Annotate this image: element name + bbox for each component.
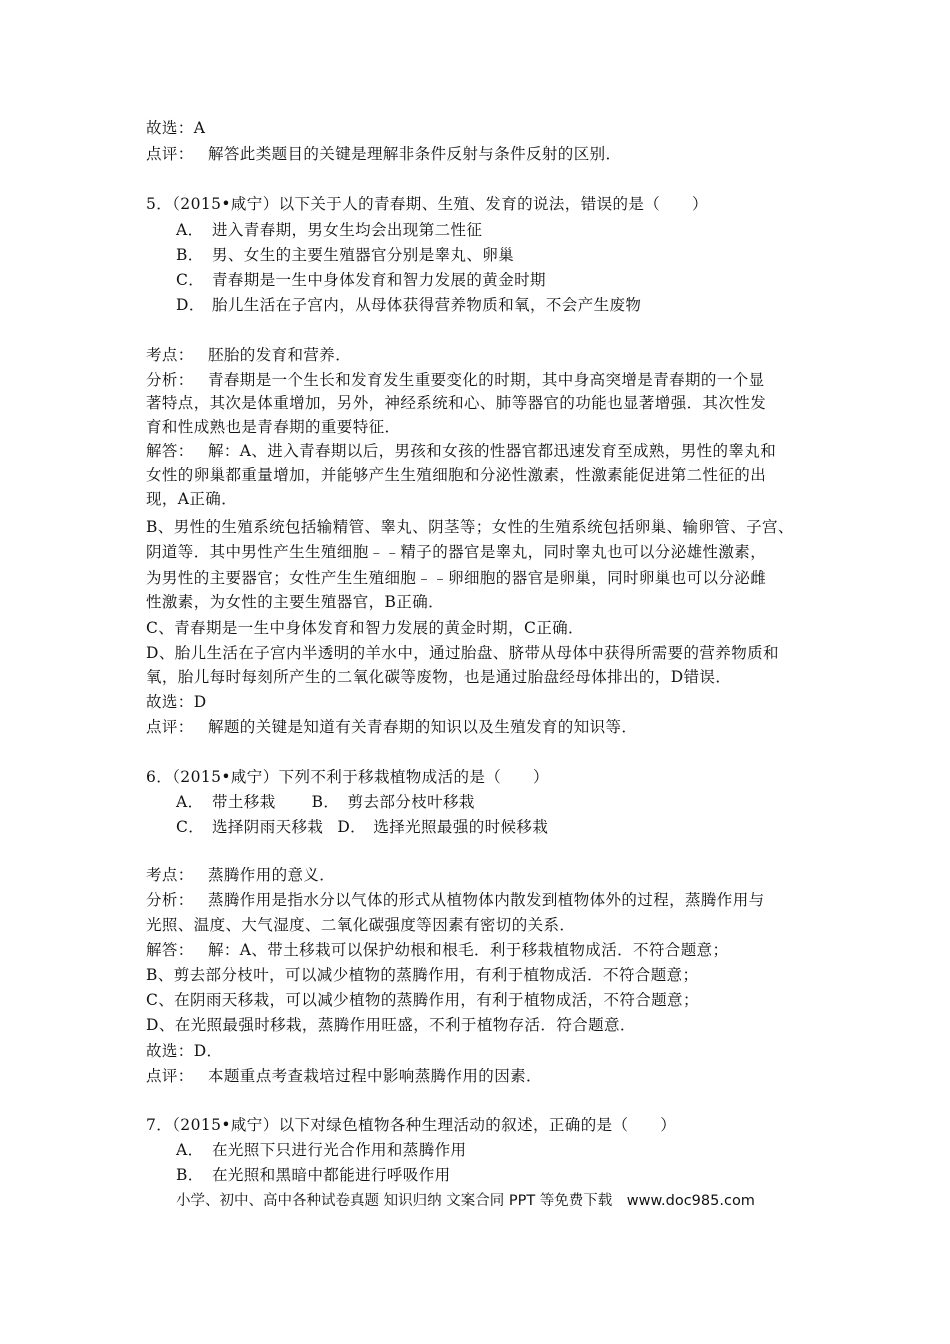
q5-option-d-key: D． (176, 296, 205, 314)
q5-kaodian-text: 胚胎的发育和营养． (208, 346, 352, 364)
q6-fenxi-label: 分析： (146, 891, 194, 909)
q5-comment (146, 716, 637, 738)
q5-jieda-text-1: 解：A、进入青春期以后，男孩和女孩的性器官都迅速发育至成熟，男性的睾丸和 (208, 442, 777, 460)
q4-comment-label: 点评： (146, 145, 194, 163)
q6-options-row-2 (176, 816, 548, 838)
q5-fenxi-line-3: 育和性成熟也是青春期的重要特征． (146, 418, 401, 436)
q6-jieda-line-2: B、剪去部分枝叶，可以减少植物的蒸腾作用，有利于植物成活．不符合题意； (146, 966, 699, 984)
q5-kaodian-label: 考点： (146, 346, 194, 364)
q4-comment-text: 解答此类题目的关键是理解非条件反射与条件反射的区别． (208, 145, 622, 163)
q7-option-a-text: 在光照下只进行光合作用和蒸腾作用 (212, 1141, 467, 1159)
q5-comment-label: 点评： (146, 718, 194, 736)
q6-jieda-line-4: D、在光照最强时移栽，蒸腾作用旺盛，不利于植物存活．符合题意． (146, 1016, 636, 1034)
q5-jieda-line-3: 现，A正确． (146, 490, 238, 508)
q6-kaodian-label: 考点： (146, 866, 194, 884)
q5-option-a-text: 进入青春期，男女生均会出现第二性征 (212, 221, 483, 239)
q4-comment (146, 143, 621, 165)
q6-option-a-text: 带土移栽 (212, 793, 276, 811)
q6-option-c-key: C． (176, 818, 205, 836)
q5-jieda-line-10: 氧，胎儿每时每刻所产生的二氧化碳等废物，也是通过胎盘经母体排出的，D错误． (146, 668, 732, 686)
q6-options-row-1 (176, 791, 475, 813)
q5-option-c-key: C． (176, 271, 205, 289)
q6-option-b-text: 剪去部分枝叶移栽 (347, 793, 475, 811)
q6-option-d-text: 选择光照最强的时候移栽 (373, 818, 549, 836)
q5-answer: 故选：D (146, 693, 207, 711)
q6-answer: 故选：D． (146, 1042, 223, 1060)
q5-fenxi-text-1: 青春期是一个生长和发育发生重要变化的时期，其中身高突增是青春期的一个显 (208, 371, 765, 389)
q6-option-c-text: 选择阴雨天移栽 (212, 818, 324, 836)
q5-fenxi-line-2: 著特点，其次是体重增加，另外，神经系统和心、肺等器官的功能也显著增强．其次性发 (146, 394, 767, 412)
q5-fenxi-line-1 (146, 369, 765, 391)
q5-fenxi-label: 分析： (146, 371, 194, 389)
q7-option-b (176, 1164, 451, 1186)
q5-jieda-line-1 (146, 440, 776, 462)
q4-answer: 故选：A (146, 119, 206, 137)
q6-stem: 6．（2015•咸宁）下列不利于移栽植物成活的是（ ） (146, 768, 549, 786)
q5-option-b (176, 244, 514, 266)
q5-option-a-key: A． (176, 221, 204, 239)
q7-option-b-key: B． (176, 1166, 204, 1184)
q5-jieda-line-8: C、青春期是一生中身体发育和智力发展的黄金时期，C正确． (146, 619, 584, 637)
q5-option-d-text: 胎儿生活在子宫内，从母体获得营养物质和氧，不会产生废物 (212, 296, 642, 314)
q5-jieda-line-2: 女性的卵巢都重量增加，并能够产生生殖细胞和分泌性激素，性激素能促进第二性征的出 (146, 466, 767, 484)
q6-fenxi-line-1 (146, 889, 765, 911)
q5-option-c-text: 青春期是一生中身体发育和智力发展的黄金时期 (212, 271, 546, 289)
q7-option-b-text: 在光照和黑暗中都能进行呼吸作用 (212, 1166, 451, 1184)
q7-option-a-key: A． (176, 1141, 204, 1159)
q5-option-b-key: B． (176, 246, 204, 264)
q5-jieda-line-7: 性激素，为女性的主要生殖器官，B正确． (146, 593, 444, 611)
q5-jieda-label: 解答： (146, 442, 194, 460)
q6-kaodian (146, 864, 335, 886)
q5-option-c (176, 269, 546, 291)
q6-jieda-line-1 (146, 939, 728, 961)
q6-fenxi-line-2: 光照、温度、大气湿度、二氧化碳强度等因素有密切的关系． (146, 916, 576, 934)
q5-stem: 5．（2015•咸宁）以下关于人的青春期、生殖、发育的说法，错误的是（ ） (146, 195, 708, 213)
q6-fenxi-text-1: 蒸腾作用是指水分以气体的形式从植物体内散发到植物体外的过程，蒸腾作用与 (208, 891, 765, 909)
q6-comment-label: 点评： (146, 1067, 194, 1085)
q7-option-a (176, 1139, 466, 1161)
q7-stem: 7．（2015•咸宁）以下对绿色植物各种生理活动的叙述，正确的是（ ） (146, 1116, 677, 1134)
q5-kaodian (146, 344, 351, 366)
q6-jieda-label: 解答： (146, 941, 194, 959)
q6-option-a-key: A． (176, 793, 204, 811)
q5-jieda-line-5: 阴道等．其中男性产生生殖细胞﹣﹣精子的器官是睾丸，同时睾丸也可以分泌雄性激素， (146, 543, 767, 561)
q5-comment-text: 解题的关键是知道有关青春期的知识以及生殖发育的知识等． (208, 718, 638, 736)
q5-jieda-line-9: D、胎儿生活在子宫内半透明的羊水中，通过胎盘、脐带从母体中获得所需要的营养物质和 (146, 644, 779, 662)
q6-jieda-line-3: C、在阴雨天移栽，可以减少植物的蒸腾作用，有利于植物成活，不符合题意； (146, 991, 699, 1009)
q6-kaodian-text: 蒸腾作用的意义． (208, 866, 336, 884)
q5-option-a (176, 219, 482, 241)
q5-jieda-line-6: 为男性的主要器官；女性产生生殖细胞﹣﹣卵细胞的器官是卵巢，同时卵巢也可以分泌雌 (146, 569, 767, 587)
page-footer: 小学、初中、高中各种试卷真题 知识归纳 文案合同 PPT 等免费下载 www.doc985.com (176, 1193, 755, 1209)
q5-option-d (176, 294, 641, 316)
q6-option-b-key: B． (311, 793, 340, 811)
q6-jieda-text-1: 解：A、带土移栽可以保护幼根和根毛．利于移栽植物成活．不符合题意； (208, 941, 729, 959)
q5-jieda-line-4: B、男性的生殖系统包括输精管、睾丸、阴茎等；女性的生殖系统包括卵巢、输卵管、子宫、 (146, 518, 794, 536)
q6-comment (146, 1065, 542, 1087)
q5-option-b-text: 男、女生的主要生殖器官分别是睾丸、卵巢 (212, 246, 515, 264)
q6-option-d-key: D． (337, 818, 367, 836)
q6-comment-text: 本题重点考查栽培过程中影响蒸腾作用的因素． (208, 1067, 542, 1085)
